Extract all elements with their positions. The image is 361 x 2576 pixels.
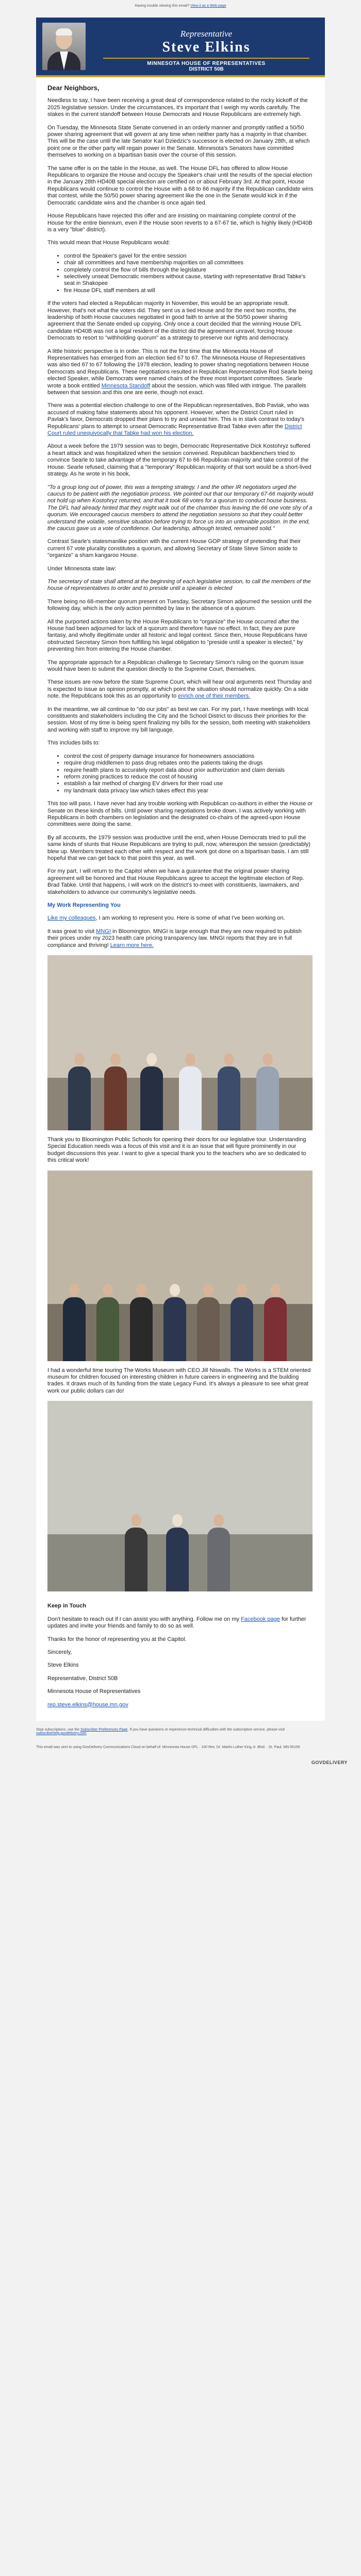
- enrich-member-link[interactable]: enrich one of their members.: [178, 693, 251, 700]
- sincerely: Sincerely,: [47, 1649, 72, 1655]
- minnesota-standoff-link[interactable]: Minnesota Standoff: [101, 382, 151, 389]
- footer-text: . If you have questions or experience technical difficulties with the subscription service, please visit: [127, 1727, 285, 1732]
- view-online-bar: [0, 0, 361, 18]
- paragraph: This includes bills to:: [47, 740, 100, 747]
- newsletter-body: [36, 77, 325, 1603]
- paragraph: Contrast Searle's statesmanlike position with the current House GOP strategy of pretending that their current 67 vote plurality constitutes a quorum, and allowing Secretary of State Steve Simon aside to "organize" a sham kangaroo House.: [47, 538, 301, 559]
- district-court-ruling-link[interactable]: District Court ruled unequivocally that Tabke had won his election.: [47, 423, 302, 437]
- state-law-quote: The secretary of state shall attend at the beginning of each legislative session, to call the members of the house of representatives to order and to preside until a speaker is elected: [47, 578, 311, 592]
- mngi-link[interactable]: MNGI: [96, 928, 111, 935]
- searle-quote: "To a group long out of power, this was a tempting strategy. I and the other IR negotiators urged the caucus to be patient with the negotiation process. We pointed out that our temporary 67-66 majority would not hold up when Kostohryz returned, and that it took 68 votes for a quorum to conduct house business. The DFL had already hinted that they might walk out of the chamber thus leaving the 66 one vote shy of a quorum. We encouraged caucus members to attend the negotiation sessions so that they could better understand the volatile, sensitive situation before trying to force us into an untenable position. In the end, the caucus gave us a vote of confidence. Our leadership, although tested, remained solid.": [47, 484, 314, 532]
- footer-address: This email was sent to using GovDelivery Communications Cloud on behalf of: Minnesota House DFL · 100 Rev. Dr. Martin Luther King Jr. Blvd. · St. Paul, MN 55155: [36, 1745, 300, 1749]
- paragraph: These issues are now before the state Supreme Court, which will hear oral arguments next Thursday and is expected to issue an opinion promptly, at which point the situation should normalize quickly. On a side note, the Republicans took this as an opportunity to enrich one of their members.: [47, 679, 312, 700]
- republican-demands-list: [47, 253, 314, 294]
- email-link[interactable]: rep.steve.elkins@house.mn.gov: [47, 1701, 128, 1708]
- bills-list: [47, 753, 314, 794]
- header-divider: [103, 58, 309, 59]
- header-district: DISTRICT 50B: [189, 66, 224, 72]
- list-item: • completely control the flow of bills through the legislature: [64, 267, 314, 274]
- paragraph: Under Minnesota state law:: [47, 565, 117, 572]
- header-title-line1: Representative: [180, 29, 233, 39]
- school-tour-photo: [47, 1171, 313, 1361]
- keep-in-touch-heading: Keep in Touch: [47, 1603, 86, 1609]
- representative-photo: [42, 23, 86, 70]
- paragraph: The same offer is on the table in the House, as well. The House DFL has offered to allow House Republicans to organize the House and occupy the Speaker's chair until the results of the special election in the January 28th HD40B special election are certified on or about February 3rd. At that point, House Republicans would continue to control the House with a 68 to 66 majority if the Republican candidate wins that contest, while the 50/50 power sharing agreement like the one in the Senate would kick in if the Democratic candidate wins and the chamber is once again tied.: [47, 165, 314, 206]
- subscriber-help-link[interactable]: subscriberhelp.govdelivery.com: [36, 1731, 87, 1735]
- learn-more-link[interactable]: Learn more here.: [110, 942, 154, 948]
- paragraph: It was great to visit MNGI in Bloomington. MNGI is large enough that they are now required to publish their prices under my 2023 health care pricing transparency law. MNGI reports that they are in full compliance and thriving! Learn more here.: [47, 928, 302, 948]
- paragraph: House Republicans have rejected this offer and are insisting on maintaining complete control of the House for the entire biennium, even if the House soon reverts to a 67-67 tie, which is highly likely (HD40B is a very "blue" district).: [47, 213, 313, 233]
- list-item: • chair all committees and have membership majorities on all committees: [64, 260, 314, 266]
- colleagues-link[interactable]: Like my colleagues: [47, 915, 96, 922]
- paragraph: For my part, I will return to the Capitol when we have a guarantee that the original power sharing agreement will be honored and that House Republicans agree to accept the legitimate election of Rep. Brad Tabke. Until that happens, I will work on the district's to-meet with constituents, lawmakers, and stakeholders to advance our community's legislative needs.: [47, 868, 304, 895]
- subscriber-preferences-link[interactable]: Subscriber Preferences Page: [80, 1727, 128, 1732]
- header-name: Steve Elkins: [162, 39, 251, 55]
- section-heading: My Work Representing You: [47, 902, 121, 908]
- paragraph: All the purported actions taken by the House Republicans to "organize" the House occurred after the House had been adjourned for lack of a quorum and therefore have no effect. In fact, they are pure fantasy, and wholly illegitimate under all historic and legal context. Since then, House Republicans have obstructed Secretary Simon from fulfilling his legal obligation to "preside until a speaker is elected," by preventing him from entering the House chamber.: [47, 618, 307, 653]
- list-item: • require drug middlemen to pass drug rebates onto the patients taking the drugs: [64, 760, 314, 767]
- signature-title: Representative, District 50B: [47, 1675, 118, 1682]
- view-online-text: Having trouble viewing this email?: [135, 4, 190, 8]
- greeting: Dear Neighbors,: [47, 84, 100, 92]
- paragraph: I had a wonderful time touring The Works Museum with CEO Jill Niswalls. The Works is a STEM oriented museum for children focused on interesting children in future careers in engineering and the building trades. It draws much of its funding from the state Legacy Fund. It's always a pleasure to see what great work our public dollars can do!: [47, 1367, 311, 1394]
- paragraph: This would mean that House Republicans would:: [47, 240, 170, 246]
- keep-in-touch-section: [36, 1603, 325, 1721]
- signature-name: Steve Elkins: [47, 1662, 79, 1669]
- view-online-link[interactable]: View it as a Web page: [190, 4, 226, 8]
- list-item: • fire House DFL staff members at will: [64, 287, 314, 294]
- paragraph: If the voters had elected a Republican majority in November, this would be an appropriate result. However, that's not what the voters did. They sent us a tied House and for the next two months, the leadership of both House caucuses negotiated in good faith to arrive at the 50/50 power sharing agreement that the Senate ended up copying. Only once a court decided that the winning House DFL candidate HD40B was not a legal resident of the district did the agreement unravel, forcing House Democrats to resort to "withholding quorum" as a strategy to preserve our rights and democracy.: [47, 300, 302, 342]
- list-item: • establish a fair method of charging EV drivers for their road use: [64, 781, 314, 787]
- paragraph: Thanks for the honor of representing you at the Capitol.: [47, 1636, 187, 1642]
- govdelivery-logo: GOVDELIVERY: [311, 1759, 348, 1765]
- paragraph: A little historic perspective is in order. This is not the first time that the Minnesota House of Representatives has emerged from an election tied 67 to 67. The Minnesota House of Representatives was also tied 67 to 67 following the 1978 election, leading to power sharing negotiations between House Democrats and Republicans. These negotiations resulted in Republican Representative Rod Searle being elected Speaker, while Democrats were named chairs of the three most important committees. Searle wrote a book entitled Minnesota Standoff about the session, which was filled with intrigue. The parallels between that session and this one are eerie, though not exact.: [47, 348, 313, 396]
- paragraph: There was a potential election challenge to one of the Republican representatives, Bob Pavlak, who was accused of making false statements about his opponent. However, when the District Court ruled in Pavlak's favor, Democrats dropped their plans to try and unseat him. This is in stark contrast to today's Republicans' plans to attempt to unseat Democratic Representative Brad Tabke even after the District Court ruled unequivocally that Tabke had won his election.: [47, 402, 309, 437]
- paragraph: In the meantime, we all continue to "do our jobs" as best we can. For my part, I have meetings with local constituents and stakeholders including the City and the School District to discuss their priorities for the session. Most of my time is being spent finalizing my bills for the session, both meeting with stakeholders and working with staff to improve my bill language.: [47, 706, 310, 733]
- works-museum-photo: [47, 1401, 313, 1591]
- header-titles: [93, 29, 320, 72]
- paragraph: About a week before the 1979 session was to begin, Democratic Representative Dick Kostohryz suffered a heart attack and was hospitalized when the session convened. Republican backbenchers tried to convince Searle to take advantage of the temporary 67 to 66 Republican majority and take control of the House. Searle refused, claiming that a "temporary" Republican majority of that sort would be a short-lived strategy. As he wrote in his book,: [47, 443, 311, 478]
- paragraph: There being no 68-member quorum present on Tuesday, Secretary Simon adjourned the session until the following day, which is the only action permitted by law in the absence of a quorum.: [47, 598, 312, 612]
- signature-org: Minnesota House of Representatives: [47, 1688, 141, 1695]
- footer-text: Stop subscriptions, use the: [36, 1727, 80, 1732]
- paragraph: On Tuesday, the Minnesota State Senate convened in an orderly manner and promptly ratified a 50/50 power sharing agreement that will govern at any time when neither party has a majority in that chamber. This will be the case until the late Senator Kari Dziedzic's successor is elected on January 28th, at which point one or the other party will regain power in the Senate. Minnesota's Senators have committed themselves to working on a bipartisan basis over the course of this session.: [47, 124, 310, 159]
- footer: [0, 1721, 361, 1774]
- list-item: • control the Speaker's gavel for the entire session: [64, 253, 314, 260]
- paragraph: Don't hesitate to reach out if I can assist you with anything. Follow me on my Facebook page for further updates and invite your friends and family to do so as well.: [47, 1616, 306, 1630]
- list-item: • my landmark data privacy law which takes effect this year: [64, 788, 314, 794]
- paragraph: This too will pass. I have never had any trouble working with Republican co-authors in either the House or Senate on these kinds of bills. Until power sharing negotiations broke down, I was actively working with Republicans in both chambers on legislation and the designated co-chairs of the agreed-upon House committees were doing the same.: [47, 801, 313, 828]
- paragraph: The appropriate approach for a Republican challenge to Secretary Simon's ruling on the quorum issue would have been to submit the question directly to the Supreme Court, themselves.: [47, 659, 304, 673]
- header-org: MINNESOTA HOUSE OF REPRESENTATIVES: [147, 61, 266, 66]
- paragraph: Like my colleagues, I am working to represent you. Here is some of what I've been working on.: [47, 915, 285, 922]
- newsletter-header: [36, 18, 325, 77]
- list-item: • selectively unseat Democratic members without cause, starting with representative Brad Tabke's seat in Shakopee: [64, 274, 314, 287]
- paragraph: Thank you to Bloomington Public Schools for opening their doors for our legislative tour. Understanding Special Education needs was a focus of this visit and it is an issue that will figure prominently in our budget discussions this year. I want to give a special thank you to the teachers who are so dedicated to this critical work!: [47, 1137, 306, 1164]
- facebook-link[interactable]: Facebook page: [241, 1616, 280, 1622]
- list-item: • require health plans to accurately report data about prior authorization and claim denials: [64, 767, 314, 774]
- list-item: • reform zoning practices to reduce the cost of housing: [64, 774, 314, 781]
- mngi-visit-photo: [47, 955, 313, 1130]
- paragraph: Needless to say, I have been receiving a great deal of correspondence related to the rocky kickoff of the 2025 legislative session. Under the circumstances, it's important that I weigh my words carefully. The stakes in the current standoff between House Democrats and House Republicans are extremely high.: [47, 97, 308, 118]
- email-container: [36, 18, 325, 1721]
- list-item: • control the cost of property damage insurance for homeowners associations: [64, 753, 314, 760]
- paragraph: By all accounts, the 1979 session was productive until the end, when House Democrats tried to pull the same kinds of stunts that House Republicans are trying to pull, now, whereupon the session (predictably) blew up. Members treated each other with respect and the work got done on a bipartisan basis. I am still hopeful that we can get back to that point this year, as well.: [47, 834, 310, 861]
